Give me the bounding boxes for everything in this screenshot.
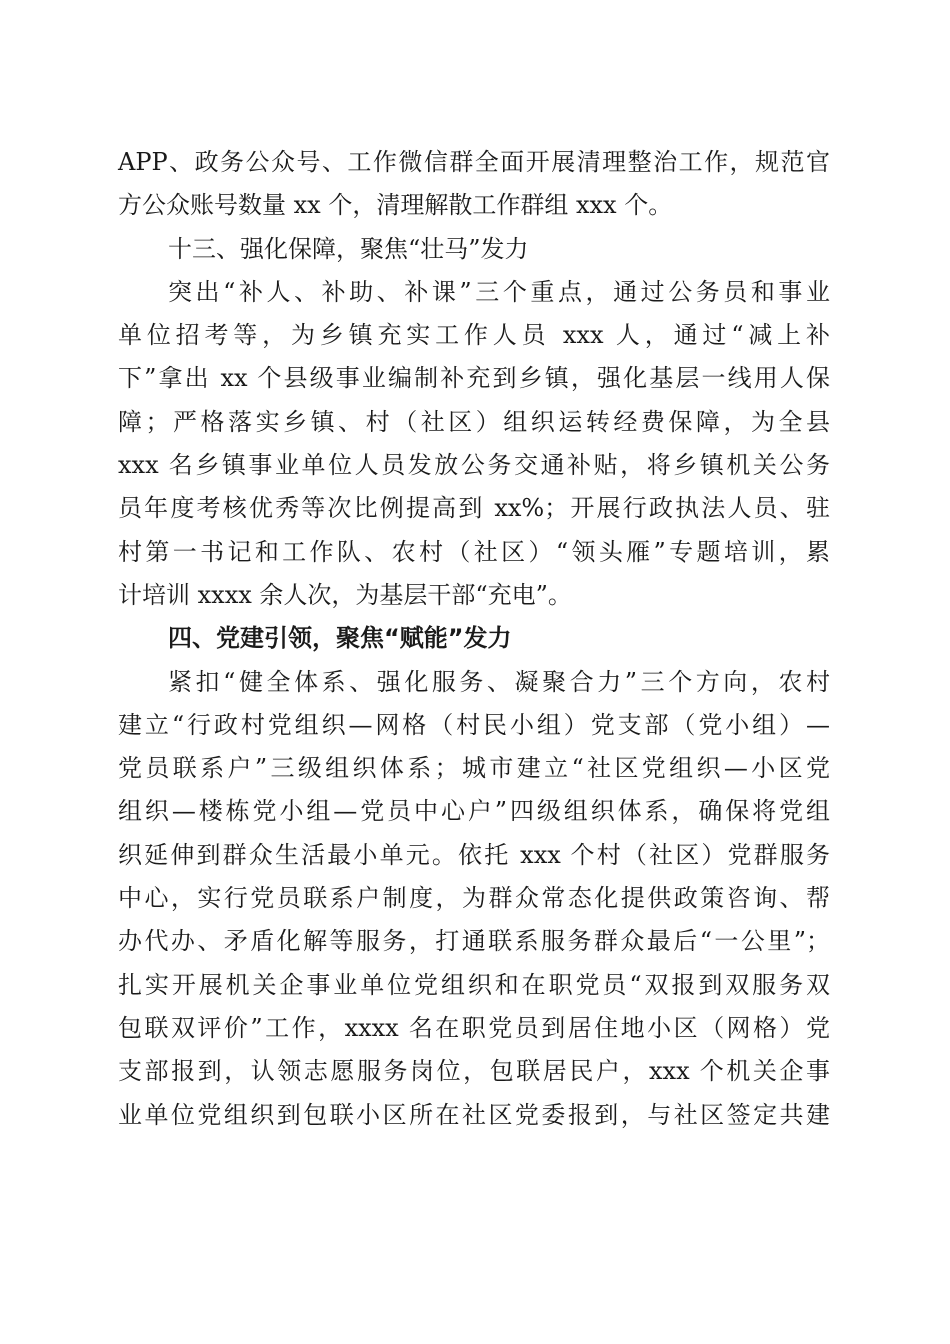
text-line: 包联双评价”工作，xxxx 名在职党员到居住地小区（网格）党 (118, 1013, 830, 1042)
text-line: APP、政务公众号、工作微信群全面开展清理整治工作，规范官 (118, 148, 830, 176)
text-line: 业单位党组织到包联小区所在社区党委报到，与社区签定共建 (118, 1100, 830, 1129)
text-line: 扎实开展机关企事业单位党组织和在职党员“双报到双服务双 (118, 970, 830, 999)
section-heading-4: 四、党建引领，聚焦“赋能”发力 (168, 624, 512, 653)
text-line: 障；严格落实乡镇、村（社区）组织运转经费保障，为全县 (118, 407, 830, 436)
text-line: 下”拿出 xx 个县级事业编制补充到乡镇，强化基层一线用人保 (118, 364, 830, 393)
text-line: xxx 名乡镇事业单位人员发放公务交通补贴，将乡镇机关公务 (118, 451, 830, 480)
text-line: 建立“行政村党组织—网格（村民小组）党支部（党小组）— (118, 710, 830, 739)
text-line: 村第一书记和工作队、农村（社区）“领头雁”专题培训，累 (118, 537, 830, 566)
text-line: 党员联系户”三级组织体系；城市建立“社区党组织—小区党 (118, 754, 830, 783)
text-line: 员年度考核优秀等次比例提高到 xx%；开展行政执法人员、驻 (118, 494, 830, 523)
section-heading-13: 十三、强化保障，聚焦“壮马”发力 (168, 234, 529, 263)
text-line: 织延伸到群众生活最小单元。依托 xxx 个村（社区）党群服务 (118, 840, 830, 869)
text-line: 中心，实行党员联系户制度，为群众常态化提供政策咨询、帮 (118, 884, 830, 913)
text-line: 计培训 xxxx 余人次，为基层干部“充电”。 (118, 580, 572, 609)
text-line: 单位招考等，为乡镇充实工作人员 xxx 人，通过“减上补 (118, 321, 830, 350)
text-line: 支部报到，认领志愿服务岗位，包联居民户，xxx 个机关企事 (118, 1057, 830, 1086)
text-line: 紧扣“健全体系、强化服务、凝聚合力”三个方向，农村 (168, 667, 830, 696)
text-line: 组织—楼栋党小组—党员中心户”四级组织体系，确保将党组 (118, 797, 830, 826)
text-line: 突出“补人、补助、补课”三个重点，通过公务员和事业 (168, 277, 830, 306)
text-line: 办代办、矛盾化解等服务，打通联系服务群众最后“一公里”； (118, 927, 830, 956)
document-body (118, 141, 830, 1137)
text-line: 方公众账号数量 xx 个，清理解散工作群组 xxx 个。 (118, 191, 673, 220)
